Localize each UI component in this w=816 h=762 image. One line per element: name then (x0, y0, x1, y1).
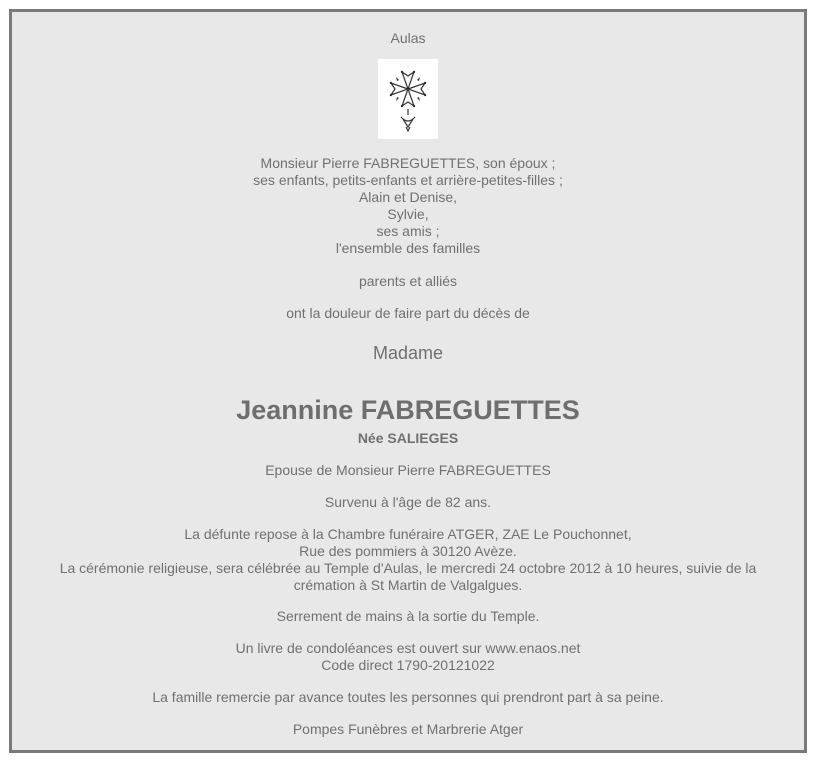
announce-line: ses enfants, petits-enfants et arrière-petites-filles ; (253, 172, 563, 188)
ceremony-details (12, 526, 804, 594)
age-line: Survenu à l'âge de 82 ans. (324, 494, 492, 510)
serrement-line: Serrement de mains à la sortie du Temple. (276, 608, 540, 624)
deceased-name: Jeannine FABREGUETTES (236, 395, 580, 425)
thanks-line: La famille remercie par avance toutes les personnes qui prendront part à sa peine. (152, 689, 664, 705)
parents-line: parents et alliés (358, 273, 458, 289)
announce-line: Sylvie, (387, 206, 429, 222)
funeral-home: Pompes Funèbres et Marbrerie Atger (292, 721, 524, 737)
announce-line: Monsieur Pierre FABREGUETTES, son époux ; (260, 155, 556, 171)
announce-line: ses amis ; (376, 223, 440, 239)
condolence-book (12, 640, 804, 674)
place-name: Aulas (390, 30, 426, 46)
repose-line: La défunte repose à la Chambre funéraire ATGER, ZAE Le Pouchonnet, (184, 526, 632, 542)
condolence-line: Un livre de condoléances est ouvert sur www.enaos.net (235, 640, 581, 656)
announce-line: Alain et Denise, (358, 189, 458, 205)
direct-code-line: Code direct 1790-20121022 (321, 657, 495, 673)
spouse-line: Epouse de Monsieur Pierre FABREGUETTES (265, 462, 551, 478)
announce-line: l'ensemble des familles (335, 240, 481, 256)
deceased-title: Madame (372, 343, 444, 363)
address-line: Rue des pommiers à 30120 Avèze. (299, 543, 517, 559)
maiden-name: Née SALIEGES (357, 430, 459, 446)
douleur-line: ont la douleur de faire part du décès de (286, 305, 530, 321)
obituary-notice (9, 9, 807, 753)
huguenot-cross-icon (378, 59, 438, 139)
ceremony-line: La cérémonie religieuse, sera célébrée au Temple d'Aulas, le mercredi 24 octobre 2012 à 10 heures, suivie de la crémation à St Martin de Valgalgues. (59, 560, 757, 593)
announcement-block (12, 155, 804, 257)
